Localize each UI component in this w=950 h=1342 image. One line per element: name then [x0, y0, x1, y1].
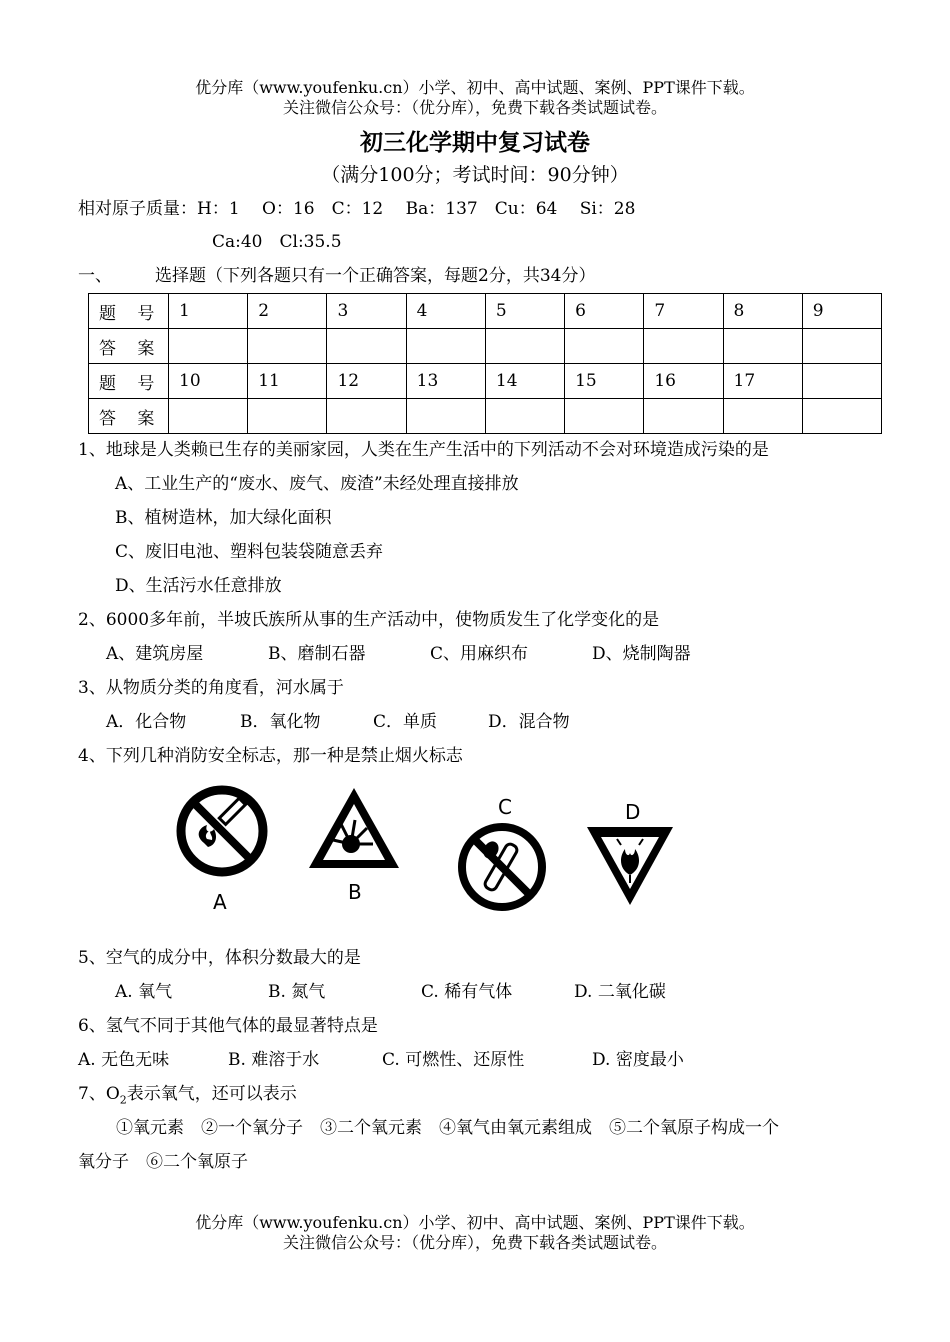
answer-cell[interactable]	[802, 329, 881, 364]
answer-cell[interactable]	[802, 399, 881, 434]
question-number-cell	[802, 364, 881, 399]
question-number-cell: 7	[644, 294, 723, 329]
answer-cell[interactable]	[723, 399, 802, 434]
sign-label-c: C	[498, 795, 512, 819]
question-number-cell: 13	[406, 364, 485, 399]
atomic-masses-line1: 相对原子质量：H：1 O：16 C：12 Ba：137 Cu：64 Si：28	[78, 199, 636, 219]
question-2-option-a: A、建筑房屋	[106, 644, 204, 664]
question-number-cell: 5	[485, 294, 564, 329]
question-5-stem: 5、空气的成分中，体积分数最大的是	[78, 948, 361, 968]
sign-label-b: B	[348, 880, 362, 904]
question-7-stem-suffix: 表示氧气，还可以表示	[126, 1084, 297, 1104]
question-number-cell: 11	[248, 364, 327, 399]
table-row	[89, 329, 882, 364]
question-number-cell: 4	[406, 294, 485, 329]
table-row	[89, 399, 882, 434]
section-number: 一、	[78, 266, 112, 286]
row-label-number: 题 号	[89, 364, 169, 399]
question-number-cell: 14	[485, 364, 564, 399]
flammable-warning-sign-icon	[585, 823, 675, 909]
no-open-flame-sign-icon	[455, 820, 549, 914]
question-7-subscript: 2	[119, 1093, 127, 1107]
no-smoking-sign-icon	[174, 783, 270, 879]
question-5-option-d: D. 二氧化碳	[574, 982, 666, 1002]
answer-cell[interactable]	[248, 329, 327, 364]
question-1-option-c: C、废旧电池、塑料包装袋随意丢弃	[115, 542, 384, 562]
question-number-cell: 6	[565, 294, 644, 329]
sign-label-d: D	[625, 800, 641, 824]
question-7-options-line1: ①氧元素 ②一个氧分子 ③二个氧元素 ④氧气由氧元素组成 ⑤二个氧原子构成一个	[116, 1118, 779, 1138]
table-row	[89, 364, 882, 399]
question-number-cell: 12	[327, 364, 406, 399]
answer-cell[interactable]	[644, 399, 723, 434]
answer-cell[interactable]	[406, 399, 485, 434]
question-1-option-a: A、工业生产的“废水、废气、废渣”未经处理直接排放	[115, 474, 519, 494]
page-footer-line2: 关注微信公众号：（优分库），免费下载各类试题试卷。	[282, 1233, 667, 1252]
question-number-cell: 8	[723, 294, 802, 329]
question-7-options-line2: 氧分子 ⑥二个氧原子	[78, 1152, 248, 1172]
page-title: 初三化学期中复习试卷	[360, 129, 590, 156]
question-5-option-b: B. 氮气	[268, 982, 326, 1002]
answer-cell[interactable]	[565, 329, 644, 364]
question-2-option-c: C、用麻织布	[430, 644, 529, 664]
row-label-answer: 答 案	[89, 329, 169, 364]
row-label-number: 题 号	[89, 294, 169, 329]
answer-cell[interactable]	[485, 399, 564, 434]
table-row	[89, 294, 882, 329]
question-4-stem: 4、下列几种消防安全标志，那一种是禁止烟火标志	[78, 746, 463, 766]
question-number-cell: 1	[169, 294, 248, 329]
question-number-cell: 10	[169, 364, 248, 399]
question-5-option-c: C. 稀有气体	[421, 982, 513, 1002]
question-2-option-b: B、磨制石器	[268, 644, 366, 664]
answer-cell[interactable]	[485, 329, 564, 364]
question-3-option-a: A．化合物	[106, 712, 187, 732]
page-header-line2: 关注微信公众号：（优分库），免费下载各类试题试卷。	[282, 98, 667, 117]
explosion-warning-sign-icon	[305, 784, 403, 872]
question-1-stem: 1、地球是人类赖已生存的美丽家园，人类在生产生活中的下列活动不会对环境造成污染的是	[78, 440, 769, 460]
question-2-option-d: D、烧制陶器	[592, 644, 691, 664]
question-3-stem: 3、从物质分类的角度看，河水属于	[78, 678, 344, 698]
question-number-cell: 9	[802, 294, 881, 329]
answer-cell[interactable]	[565, 399, 644, 434]
question-5-option-a: A. 氧气	[115, 982, 173, 1002]
answer-cell[interactable]	[406, 329, 485, 364]
question-number-cell: 16	[644, 364, 723, 399]
answer-cell[interactable]	[169, 329, 248, 364]
sign-label-a: A	[213, 890, 227, 914]
page-footer-line1: 优分库（www.youfenku.cn）小学、初中、高中试题、案例、PPT课件下载。	[195, 1213, 755, 1232]
question-6-option-d: D. 密度最小	[592, 1050, 684, 1070]
question-number-cell: 15	[565, 364, 644, 399]
question-7-stem	[78, 1083, 297, 1111]
answer-table	[88, 293, 882, 434]
question-6-stem: 6、氢气不同于其他气体的最显著特点是	[78, 1016, 378, 1036]
page-subtitle: （满分100分；考试时间：90分钟）	[321, 164, 629, 186]
question-1-option-b: B、植树造林，加大绿化面积	[115, 508, 332, 528]
answer-cell[interactable]	[248, 399, 327, 434]
page-header-line1: 优分库（www.youfenku.cn）小学、初中、高中试题、案例、PPT课件下载。	[195, 78, 755, 97]
question-2-stem: 2、6000多年前，半坡氏族所从事的生产活动中，使物质发生了化学变化的是	[78, 610, 660, 630]
question-1-option-d: D、生活污水任意排放	[115, 576, 282, 596]
answer-cell[interactable]	[723, 329, 802, 364]
question-number-cell: 3	[327, 294, 406, 329]
row-label-answer: 答 案	[89, 399, 169, 434]
section-heading: 选择题（下列各题只有一个正确答案，每题2分，共34分）	[155, 266, 596, 286]
question-3-option-b: B．氧化物	[240, 712, 321, 732]
question-6-option-c: C. 可燃性、还原性	[382, 1050, 525, 1070]
question-6-option-b: B. 难溶于水	[228, 1050, 320, 1070]
question-3-option-c: C．单质	[373, 712, 438, 732]
answer-cell[interactable]	[327, 329, 406, 364]
answer-cell[interactable]	[327, 399, 406, 434]
question-number-cell: 17	[723, 364, 802, 399]
atomic-masses-line2: Ca:40 Cl:35.5	[212, 232, 342, 252]
question-7-stem-prefix: 7、O	[78, 1084, 120, 1104]
answer-cell[interactable]	[644, 329, 723, 364]
question-number-cell: 2	[248, 294, 327, 329]
question-6-option-a: A. 无色无味	[78, 1050, 170, 1070]
answer-cell[interactable]	[169, 399, 248, 434]
question-3-option-d: D．混合物	[488, 712, 570, 732]
